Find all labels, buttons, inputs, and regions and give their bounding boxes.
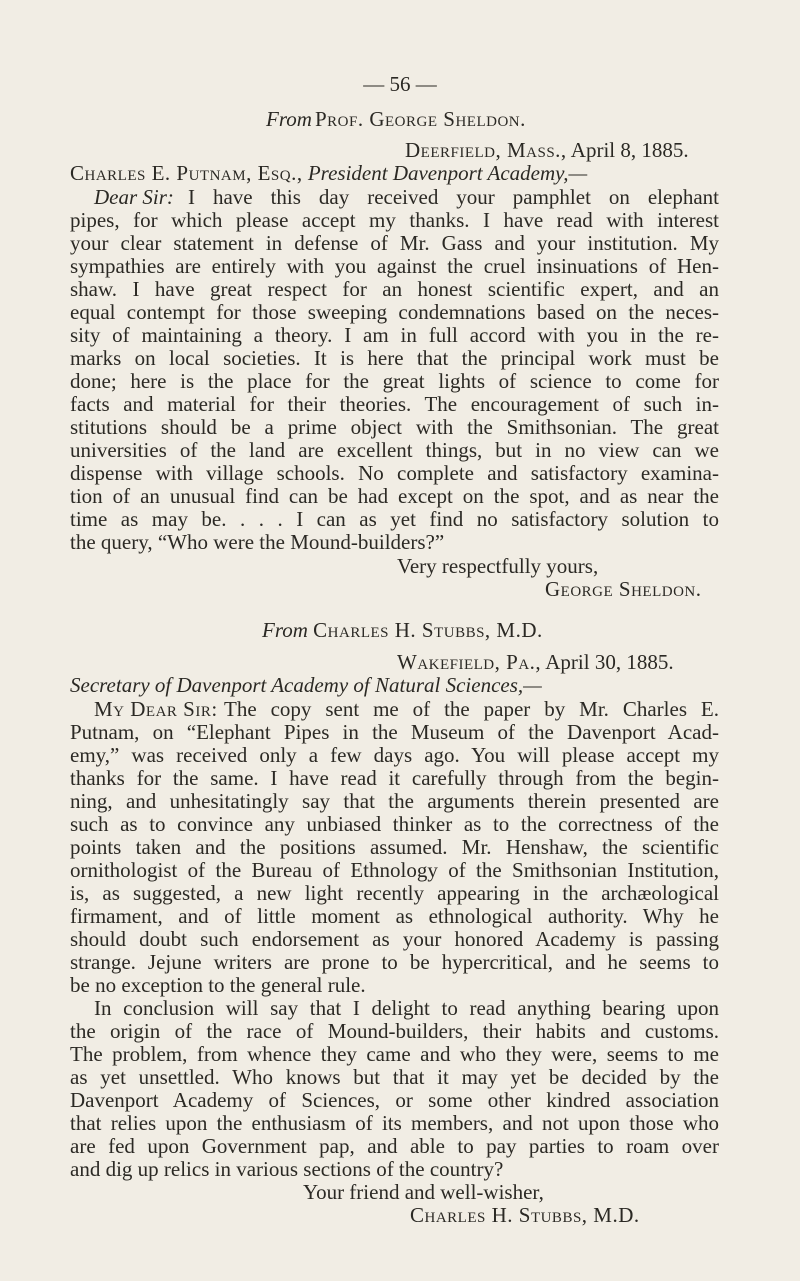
letter1-body-line: sity of maintaining a theory. I am in full accord with you in the re- [70,323,719,347]
letter2-heading-name: Charles H. Stubbs, M.D. [313,618,543,642]
letter1-closing: Very respectfully yours, [397,554,599,578]
letter1-addressee [70,162,587,185]
letter2-body-line: The problem, from whence they came and who they were, seems to me [70,1042,719,1066]
letter1-place: Deerfield, Mass., [405,138,567,162]
letter2-body-line: ning, and unhesitatingly say that the arguments therein presented are [70,789,719,813]
letter2-body-line: should doubt such endorsement as your honored Academy is passing [70,927,719,951]
letter2-body-line: Putnam, on “Elephant Pipes in the Museum of the Davenport Acad- [70,720,719,744]
letter2-body-line: and dig up relics in various sections of the country? [70,1157,504,1181]
letter2-body-line: thanks for the same. I have read it carefully through from the begin- [70,766,719,790]
letter2-body-line: points taken and the positions assumed. Mr. Henshaw, the scientific [70,835,719,859]
letter1-body-line: marks on local societies. It is here that the principal work must be [70,346,719,370]
letter2-dateline [397,651,674,674]
letter2-signature: Charles H. Stubbs, M.D. [410,1203,640,1227]
letter1-body-line: sympathies are entirely with you against the cruel insinuations of Hen- [70,254,719,278]
letter2-body-line: emy,” was received only a few days ago. You will please accept my [70,743,719,767]
letter1-body-line: I have this day received your pamphlet on elephant [188,185,719,209]
letter2-place: Wakefield, Pa., [397,650,542,674]
letter2-body-line: ornithologist of the Bureau of Ethnology of the Smithsonian Institution, [70,858,719,882]
letter1-body-line: facts and material for their theories. The encouragement of such in- [70,392,719,416]
letter2-body-line: Davenport Academy of Sciences, or some other kindred association [70,1088,719,1112]
letter2-body-line: such as to convince any unbiased thinker as to the correctness of the [70,812,719,836]
letter1-heading-from: From [266,107,312,131]
letter2-body-line: that relies upon the enthusiasm of its members, and not upon those who [70,1111,719,1135]
letter1-date: April 8, 1885. [570,138,689,162]
letter1-body-line: shaw. I have great respect for an honest scientific expert, and an [70,277,719,301]
letter2-body-line: The copy sent me of the paper by Mr. Charles E. [224,697,719,721]
letter2-body-line: are fed upon Government pap, and able to pay parties to roam over [70,1134,719,1158]
letter2-body-line: firmament, and of little moment as ethnological authority. Why he [70,904,719,928]
letter1-body-line: tion of an unusual find can be had except on the spot, and as near the [70,484,719,508]
letter1-addressee-title: President Davenport Academy,— [307,161,588,185]
page-number: — 56 — [363,72,437,96]
letter1-dateline [405,139,689,162]
letter2-addressee: Secretary of Davenport Academy of Natural Sciences,— [70,673,542,697]
letter2-salutation: My Dear Sir: [94,697,218,721]
letter2-body-line: In conclusion will say that I delight to read anything bearing upon [94,996,719,1020]
letter1-salutation: Dear Sir: [94,185,174,209]
letter1-heading-name: Prof. George Sheldon. [315,107,526,131]
letter2-body-line: the origin of the race of Mound-builders, their habits and customs. [70,1019,719,1043]
letter2-body-line: as yet unsettled. Who knows but that it may yet be decided by the [70,1065,719,1089]
letter2-heading [262,619,543,642]
letter2-body-line: is, as suggested, a new light recently appearing in the archæological [70,881,719,905]
letter2-closing: Your friend and well-wisher, [303,1180,544,1204]
letter2-heading-from: From [262,618,308,642]
letter1-body-line: your clear statement in defense of Mr. Gass and your institution. My [70,231,719,255]
letter1-body-line: dispense with village schools. No complete and satisfactory examina- [70,461,719,485]
letter2-body-line: strange. Jejune writers are prone to be hypercritical, and he seems to [70,950,719,974]
letter2-body-line: be no exception to the general rule. [70,973,366,997]
letter2-date: April 30, 1885. [545,650,674,674]
letter1-body-line: time as may be. . . . I can as yet find no satisfactory solution to [70,507,719,531]
letter1-body-line: universities of the land are excellent things, but in no view can we [70,438,719,462]
letter1-body-line: pipes, for which please accept my thanks. I have read with interest [70,208,719,232]
letter1-addressee-name: Charles E. Putnam, Esq., [70,161,303,185]
letter1-body-line: done; here is the place for the great lights of science to come for [70,369,719,393]
letter1-body-line: stitutions should be a prime object with the Smithsonian. The great [70,415,719,439]
letter1-signature: George Sheldon. [545,577,702,601]
letter1-body-line: the query, “Who were the Mound-builders?” [70,530,445,554]
letter1-body-line: equal contempt for those sweeping condemnations based on the neces- [70,300,719,324]
